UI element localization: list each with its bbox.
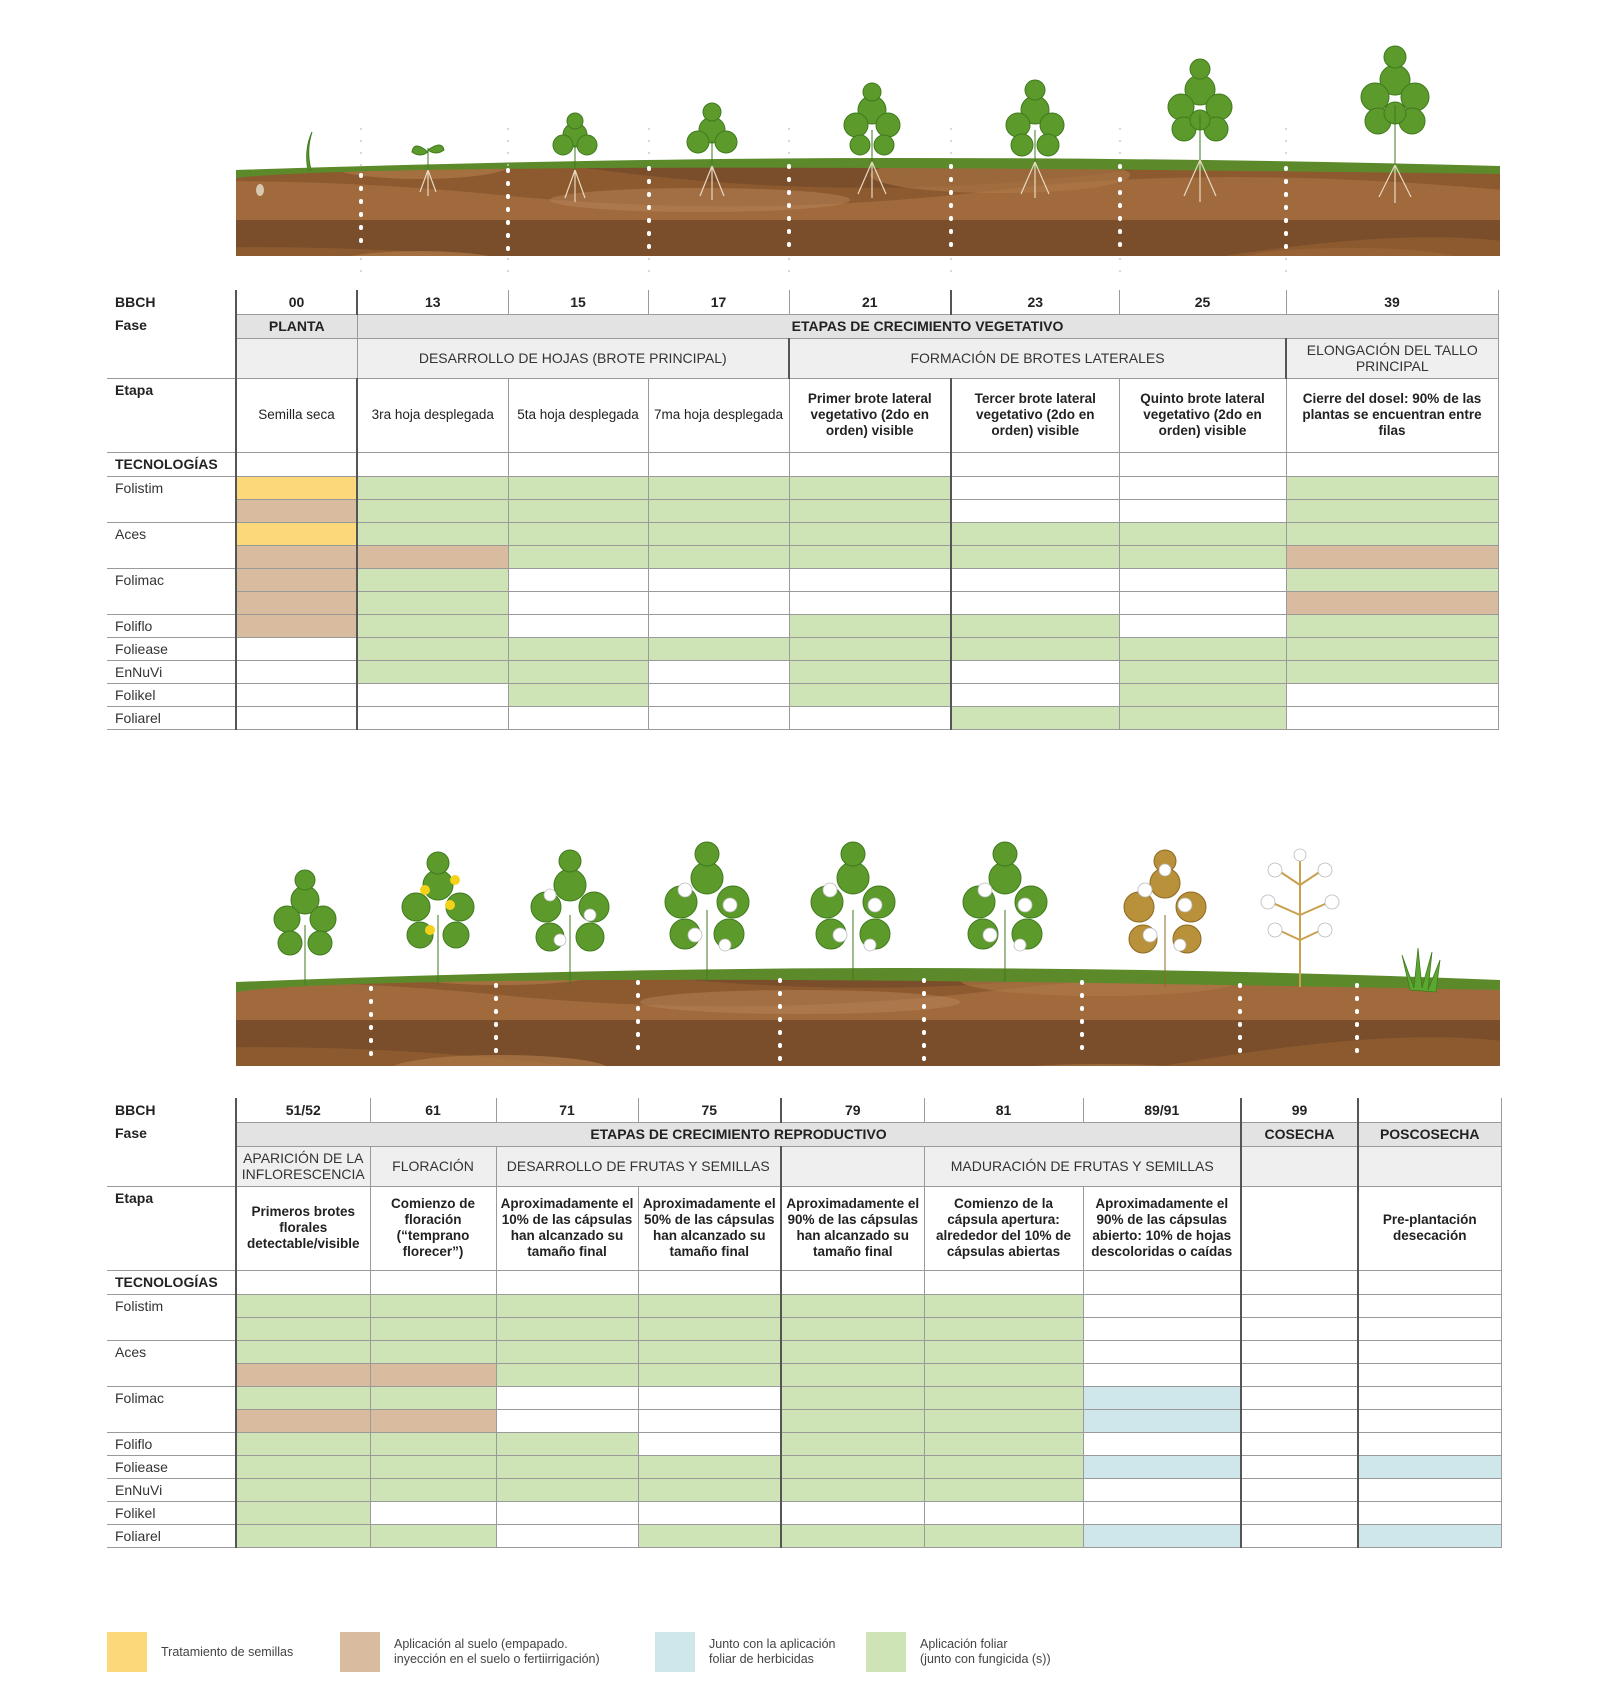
- cell-folistim-r0-c3: [648, 476, 789, 499]
- cell2-ennuvi-r0-c0: [236, 1478, 370, 1501]
- tech2-label-foliflo: Foliflo: [107, 1432, 236, 1455]
- cell2-folimac-r0-c8: [1358, 1386, 1501, 1409]
- cell-aces-r1-c0: [236, 545, 357, 568]
- cell2-folikel-r0-c8: [1358, 1501, 1501, 1524]
- cell2-foliarel-r0-c0: [236, 1524, 370, 1547]
- cell2-folimac-r1-c8: [1358, 1409, 1501, 1432]
- cell2-folimac-r0-c6: [1083, 1386, 1241, 1409]
- reproductive-stages-table: [107, 1098, 1502, 1548]
- bbch2-value-7: 99: [1241, 1098, 1358, 1122]
- tech-header-empty-0: [236, 452, 357, 476]
- cell2-aces-r1-c0: [236, 1363, 370, 1386]
- cell-foliflo-r0-c4: [789, 614, 951, 637]
- cell-foliease-r0-c2: [508, 637, 648, 660]
- cell-folistim-r0-c7: [1286, 476, 1498, 499]
- cell2-folimac-r1-c1: [370, 1409, 496, 1432]
- cell-foliflo-r0-c5: [951, 614, 1119, 637]
- cell-folimac-r1-c1: [357, 591, 508, 614]
- cell-aces-r1-c5: [951, 545, 1119, 568]
- cell-folistim-r1-c4: [789, 499, 951, 522]
- cell2-folistim-r0-c7: [1241, 1294, 1358, 1317]
- subfase-empty: [236, 338, 357, 378]
- cell2-foliarel-r0-c1: [370, 1524, 496, 1547]
- bbch2-value-3: 75: [638, 1098, 781, 1122]
- cell-folikel-r0-c3: [648, 683, 789, 706]
- etapa2-5: Comienzo de la cápsula apertura: alrededor del 10% de cápsulas abiertas: [924, 1186, 1083, 1270]
- tech2-label-folimac: Folimac: [107, 1386, 236, 1432]
- cell-foliease-r0-c0: [236, 637, 357, 660]
- subfase-desarrollo-frutas-cont: [781, 1146, 924, 1186]
- cell-folistim-r0-c2: [508, 476, 648, 499]
- tech2-header-empty-3: [638, 1270, 781, 1294]
- tech2-header-empty-2: [496, 1270, 638, 1294]
- tech-label-foliflo: Foliflo: [107, 614, 236, 637]
- bbch2-value-5: 81: [924, 1098, 1083, 1122]
- cell-foliease-r0-c3: [648, 637, 789, 660]
- legend-soil-application: [340, 1632, 600, 1672]
- tech-header-empty-3: [648, 452, 789, 476]
- cell2-foliarel-r0-c3: [638, 1524, 781, 1547]
- cell-foliflo-r0-c7: [1286, 614, 1498, 637]
- cell2-folistim-r1-c5: [924, 1317, 1083, 1340]
- cell2-aces-r1-c1: [370, 1363, 496, 1386]
- legend-swatch-soil: [340, 1632, 380, 1672]
- cell2-foliease-r0-c3: [638, 1455, 781, 1478]
- cell2-folistim-r1-c6: [1083, 1317, 1241, 1340]
- cell2-folimac-r0-c1: [370, 1386, 496, 1409]
- cell2-aces-r1-c2: [496, 1363, 638, 1386]
- cell2-folimac-r0-c4: [781, 1386, 924, 1409]
- cell2-ennuvi-r0-c3: [638, 1478, 781, 1501]
- cell2-foliarel-r0-c6: [1083, 1524, 1241, 1547]
- cell2-folikel-r0-c7: [1241, 1501, 1358, 1524]
- cell-aces-r0-c1: [357, 522, 508, 545]
- subfase-cosecha-empty: [1241, 1146, 1358, 1186]
- cell2-aces-r0-c8: [1358, 1340, 1501, 1363]
- cell-folimac-r1-c7: [1286, 591, 1498, 614]
- cell2-ennuvi-r0-c4: [781, 1478, 924, 1501]
- legend-foliar: [866, 1632, 1051, 1672]
- etapa-5: Tercer brote lateral vegetativo (2do en orden) visible: [951, 378, 1119, 452]
- cell-foliarel-r0-c0: [236, 706, 357, 729]
- cell-folistim-r1-c1: [357, 499, 508, 522]
- etapa2-4: Aproximadamente el 90% de las cápsulas han alcanzado su tamaño final: [781, 1186, 924, 1270]
- bbch-value-7: 39: [1286, 290, 1498, 314]
- cell-folimac-r1-c3: [648, 591, 789, 614]
- cell2-folimac-r1-c6: [1083, 1409, 1241, 1432]
- cell2-folistim-r1-c0: [236, 1317, 370, 1340]
- etapa2-2: Aproximadamente el 10% de las cápsulas han alcanzado su tamaño final: [496, 1186, 638, 1270]
- cell-foliflo-r0-c1: [357, 614, 508, 637]
- cell2-aces-r0-c3: [638, 1340, 781, 1363]
- cell2-folikel-r0-c3: [638, 1501, 781, 1524]
- bbch2-value-6: 89/91: [1083, 1098, 1241, 1122]
- cell-folimac-r1-c5: [951, 591, 1119, 614]
- bbch-value-6: 25: [1119, 290, 1286, 314]
- legend-label-seed: Tratamiento de semillas: [161, 1644, 294, 1659]
- cell2-aces-r1-c5: [924, 1363, 1083, 1386]
- cell-aces-r0-c3: [648, 522, 789, 545]
- cell2-folistim-r1-c8: [1358, 1317, 1501, 1340]
- cell2-folistim-r0-c5: [924, 1294, 1083, 1317]
- cell-folistim-r1-c5: [951, 499, 1119, 522]
- cell2-aces-r0-c0: [236, 1340, 370, 1363]
- legend-swatch-foliar: [866, 1632, 906, 1672]
- legend-swatch-seed: [107, 1632, 147, 1672]
- legend-label-foliar: Aplicación foliar (junto con fungicida (s)): [920, 1637, 1051, 1666]
- fase-poscosecha: POSCOSECHA: [1358, 1122, 1501, 1146]
- etapa2-1: Comienzo de floración (“temprano florecer”): [370, 1186, 496, 1270]
- cell-foliarel-r0-c4: [789, 706, 951, 729]
- cell2-ennuvi-r0-c5: [924, 1478, 1083, 1501]
- bbch2-value-4: 79: [781, 1098, 924, 1122]
- tech-label-ennuvi: EnNuVi: [107, 660, 236, 683]
- cell2-ennuvi-r0-c2: [496, 1478, 638, 1501]
- fase-planta: PLANTA: [236, 314, 357, 338]
- cell2-aces-r1-c3: [638, 1363, 781, 1386]
- subfase-brotes-laterales: FORMACIÓN DE BROTES LATERALES: [789, 338, 1286, 378]
- cell2-foliflo-r0-c0: [236, 1432, 370, 1455]
- cell-folikel-r0-c5: [951, 683, 1119, 706]
- cell-folimac-r0-c4: [789, 568, 951, 591]
- cell2-aces-r0-c1: [370, 1340, 496, 1363]
- vegetative-stages-illustration: [0, 20, 1600, 280]
- cell2-folistim-r1-c4: [781, 1317, 924, 1340]
- cell-ennuvi-r0-c0: [236, 660, 357, 683]
- bbch-value-4: 21: [789, 290, 951, 314]
- cell-foliease-r0-c6: [1119, 637, 1286, 660]
- cell-aces-r1-c6: [1119, 545, 1286, 568]
- legend-label-soil: Aplicación al suelo (empapado. inyección en el suelo o fertiirrigación): [394, 1637, 600, 1666]
- cell2-folistim-r1-c3: [638, 1317, 781, 1340]
- cell-folimac-r0-c0: [236, 568, 357, 591]
- cell2-folimac-r0-c7: [1241, 1386, 1358, 1409]
- cell-folimac-r0-c2: [508, 568, 648, 591]
- etapa-7: Cierre del dosel: 90% de las plantas se encuentran entre filas: [1286, 378, 1498, 452]
- legend-herbicide: [655, 1632, 835, 1672]
- cell2-foliease-r0-c2: [496, 1455, 638, 1478]
- cell2-aces-r0-c2: [496, 1340, 638, 1363]
- etapa-label: Etapa: [107, 378, 236, 452]
- tech2-label-folikel: Folikel: [107, 1501, 236, 1524]
- cell2-folikel-r0-c6: [1083, 1501, 1241, 1524]
- cell-folikel-r0-c7: [1286, 683, 1498, 706]
- cell2-foliease-r0-c1: [370, 1455, 496, 1478]
- legend-label-herbicide: Junto con la aplicación foliar de herbicidas: [709, 1637, 836, 1666]
- cell2-aces-r1-c4: [781, 1363, 924, 1386]
- fase-cosecha: COSECHA: [1241, 1122, 1358, 1146]
- cell-foliarel-r0-c3: [648, 706, 789, 729]
- bbch2-value-2: 71: [496, 1098, 638, 1122]
- cell2-folimac-r1-c7: [1241, 1409, 1358, 1432]
- bbch2-value-0: 51/52: [236, 1098, 370, 1122]
- cell2-folistim-r0-c4: [781, 1294, 924, 1317]
- cell-aces-r0-c0: [236, 522, 357, 545]
- cell-folikel-r0-c6: [1119, 683, 1286, 706]
- bbch2-label: BBCH: [115, 1102, 156, 1118]
- cell-aces-r1-c1: [357, 545, 508, 568]
- cell2-foliease-r0-c8: [1358, 1455, 1501, 1478]
- cell-aces-r0-c2: [508, 522, 648, 545]
- tech2-label-aces: Aces: [107, 1340, 236, 1386]
- technologies-label: TECNOLOGÍAS: [107, 452, 236, 476]
- bbch-value-3: 17: [648, 290, 789, 314]
- cell-aces-r1-c3: [648, 545, 789, 568]
- bbch-value-1: 13: [357, 290, 508, 314]
- tech2-header-empty-5: [924, 1270, 1083, 1294]
- tech-label-folikel: Folikel: [107, 683, 236, 706]
- tech-label-folistim: Folistim: [107, 476, 236, 522]
- cell2-folimac-r1-c0: [236, 1409, 370, 1432]
- cell-foliarel-r0-c5: [951, 706, 1119, 729]
- cell2-aces-r0-c7: [1241, 1340, 1358, 1363]
- cell-ennuvi-r0-c2: [508, 660, 648, 683]
- cell-folimac-r0-c7: [1286, 568, 1498, 591]
- subfase-desarrollo-hojas: DESARROLLO DE HOJAS (BROTE PRINCIPAL): [357, 338, 789, 378]
- cell2-foliflo-r0-c6: [1083, 1432, 1241, 1455]
- legend-swatch-herbicide: [655, 1632, 695, 1672]
- tech-header-empty-5: [951, 452, 1119, 476]
- cell2-folistim-r1-c1: [370, 1317, 496, 1340]
- etapa-2: 5ta hoja desplegada: [508, 378, 648, 452]
- tech-header-empty-1: [357, 452, 508, 476]
- cell-aces-r1-c7: [1286, 545, 1498, 568]
- cell-folistim-r1-c2: [508, 499, 648, 522]
- cell-aces-r0-c7: [1286, 522, 1498, 545]
- cell-folistim-r0-c0: [236, 476, 357, 499]
- cell-folistim-r0-c6: [1119, 476, 1286, 499]
- fase-label: Fase: [107, 314, 236, 378]
- cell2-folikel-r0-c4: [781, 1501, 924, 1524]
- cell-ennuvi-r0-c6: [1119, 660, 1286, 683]
- cell-folimac-r0-c3: [648, 568, 789, 591]
- cell2-folimac-r0-c5: [924, 1386, 1083, 1409]
- etapa2-label: Etapa: [107, 1186, 236, 1270]
- bbch2-value-8: [1358, 1098, 1501, 1122]
- tech-label-foliease: Foliease: [107, 637, 236, 660]
- etapa2-3: Aproximadamente el 50% de las cápsulas han alcanzado su tamaño final: [638, 1186, 781, 1270]
- cell2-folimac-r0-c3: [638, 1386, 781, 1409]
- cell2-ennuvi-r0-c1: [370, 1478, 496, 1501]
- subfase-maduracion: MADURACIÓN DE FRUTAS Y SEMILLAS: [924, 1146, 1241, 1186]
- cell2-foliflo-r0-c7: [1241, 1432, 1358, 1455]
- cell-folistim-r1-c7: [1286, 499, 1498, 522]
- cell-foliflo-r0-c6: [1119, 614, 1286, 637]
- tech2-label-ennuvi: EnNuVi: [107, 1478, 236, 1501]
- cell-aces-r0-c5: [951, 522, 1119, 545]
- vegetative-stages-table: [107, 290, 1499, 730]
- cell-foliarel-r0-c2: [508, 706, 648, 729]
- cell-folimac-r1-c6: [1119, 591, 1286, 614]
- cell-ennuvi-r0-c1: [357, 660, 508, 683]
- cell2-foliease-r0-c0: [236, 1455, 370, 1478]
- cell2-folistim-r0-c1: [370, 1294, 496, 1317]
- etapa2-7: [1241, 1186, 1358, 1270]
- cell2-aces-r0-c4: [781, 1340, 924, 1363]
- cell-folistim-r1-c6: [1119, 499, 1286, 522]
- cell-foliease-r0-c5: [951, 637, 1119, 660]
- cell2-foliflo-r0-c3: [638, 1432, 781, 1455]
- cell2-foliflo-r0-c1: [370, 1432, 496, 1455]
- cell-ennuvi-r0-c4: [789, 660, 951, 683]
- cell2-folikel-r0-c2: [496, 1501, 638, 1524]
- fase-vegetativo: ETAPAS DE CRECIMIENTO VEGETATIVO: [357, 314, 1498, 338]
- bbch-label: BBCH: [115, 294, 156, 310]
- cell2-folistim-r0-c6: [1083, 1294, 1241, 1317]
- cell-aces-r1-c2: [508, 545, 648, 568]
- cell2-folimac-r0-c0: [236, 1386, 370, 1409]
- cell2-foliflo-r0-c4: [781, 1432, 924, 1455]
- cell-folistim-r0-c4: [789, 476, 951, 499]
- cell-foliflo-r0-c3: [648, 614, 789, 637]
- subfase-floracion: FLORACIÓN: [370, 1146, 496, 1186]
- etapa2-8: Pre-plantación desecación: [1358, 1186, 1501, 1270]
- cell2-foliflo-r0-c8: [1358, 1432, 1501, 1455]
- tech-header-empty-2: [508, 452, 648, 476]
- cell2-ennuvi-r0-c7: [1241, 1478, 1358, 1501]
- cell-foliarel-r0-c7: [1286, 706, 1498, 729]
- legend-seed-treatment: [107, 1632, 293, 1672]
- cell2-folikel-r0-c0: [236, 1501, 370, 1524]
- cell2-folikel-r0-c1: [370, 1501, 496, 1524]
- reproductive-stages-illustration: [0, 820, 1600, 1080]
- cell-folistim-r1-c3: [648, 499, 789, 522]
- cell-foliarel-r0-c6: [1119, 706, 1286, 729]
- fase2-label: Fase: [107, 1122, 236, 1186]
- cell-foliarel-r0-c1: [357, 706, 508, 729]
- tech-header-empty-7: [1286, 452, 1498, 476]
- subfase-inflorescencia: APARICIÓN DE LA INFLORESCENCIA: [236, 1146, 370, 1186]
- subfase-desarrollo-frutas: DESARROLLO DE FRUTAS Y SEMILLAS: [496, 1146, 781, 1186]
- tech2-header-empty-8: [1358, 1270, 1501, 1294]
- tech2-header-empty-0: [236, 1270, 370, 1294]
- tech2-label-foliarel: Foliarel: [107, 1524, 236, 1547]
- cell-foliflo-r0-c0: [236, 614, 357, 637]
- cell2-foliflo-r0-c5: [924, 1432, 1083, 1455]
- cell2-folistim-r0-c0: [236, 1294, 370, 1317]
- tech2-label-foliease: Foliease: [107, 1455, 236, 1478]
- cell2-folistim-r0-c2: [496, 1294, 638, 1317]
- cell2-foliarel-r0-c7: [1241, 1524, 1358, 1547]
- cell2-foliarel-r0-c5: [924, 1524, 1083, 1547]
- cell-folimac-r0-c6: [1119, 568, 1286, 591]
- etapa-1: 3ra hoja desplegada: [357, 378, 508, 452]
- cell2-folimac-r1-c2: [496, 1409, 638, 1432]
- cell2-folistim-r0-c3: [638, 1294, 781, 1317]
- cell2-ennuvi-r0-c8: [1358, 1478, 1501, 1501]
- tech-label-foliarel: Foliarel: [107, 706, 236, 729]
- etapa-3: 7ma hoja desplegada: [648, 378, 789, 452]
- tech-header-empty-4: [789, 452, 951, 476]
- cell2-folimac-r1-c5: [924, 1409, 1083, 1432]
- cell-foliease-r0-c1: [357, 637, 508, 660]
- cell2-aces-r1-c7: [1241, 1363, 1358, 1386]
- etapa-0: Semilla seca: [236, 378, 357, 452]
- tech2-header-empty-4: [781, 1270, 924, 1294]
- etapa2-0: Primeros brotes florales detectable/visible: [236, 1186, 370, 1270]
- cell-aces-r0-c4: [789, 522, 951, 545]
- cell2-foliease-r0-c5: [924, 1455, 1083, 1478]
- cell-folistim-r1-c0: [236, 499, 357, 522]
- cell2-ennuvi-r0-c6: [1083, 1478, 1241, 1501]
- etapa-4: Primer brote lateral vegetativo (2do en orden) visible: [789, 378, 951, 452]
- cell-folimac-r1-c2: [508, 591, 648, 614]
- etapa-6: Quinto brote lateral vegetativo (2do en orden) visible: [1119, 378, 1286, 452]
- cell-folikel-r0-c4: [789, 683, 951, 706]
- tech-label-folimac: Folimac: [107, 568, 236, 614]
- cell2-folikel-r0-c5: [924, 1501, 1083, 1524]
- cell2-foliarel-r0-c4: [781, 1524, 924, 1547]
- cell2-foliarel-r0-c8: [1358, 1524, 1501, 1547]
- cell-folikel-r0-c1: [357, 683, 508, 706]
- tech2-label-folistim: Folistim: [107, 1294, 236, 1340]
- cell2-folistim-r1-c2: [496, 1317, 638, 1340]
- tech2-header-empty-6: [1083, 1270, 1241, 1294]
- bbch-value-5: 23: [951, 290, 1119, 314]
- cell-folikel-r0-c2: [508, 683, 648, 706]
- bbch-value-2: 15: [508, 290, 648, 314]
- cell2-foliease-r0-c7: [1241, 1455, 1358, 1478]
- subfase-elongacion: ELONGACIÓN DEL TALLO PRINCIPAL: [1286, 338, 1498, 378]
- cell-folikel-r0-c0: [236, 683, 357, 706]
- cell-folimac-r0-c1: [357, 568, 508, 591]
- cell2-foliease-r0-c6: [1083, 1455, 1241, 1478]
- cell-folistim-r0-c1: [357, 476, 508, 499]
- cell-foliease-r0-c7: [1286, 637, 1498, 660]
- cell-folimac-r0-c5: [951, 568, 1119, 591]
- cell2-foliarel-r0-c2: [496, 1524, 638, 1547]
- cell-ennuvi-r0-c7: [1286, 660, 1498, 683]
- tech-header-empty-6: [1119, 452, 1286, 476]
- cell2-folimac-r1-c3: [638, 1409, 781, 1432]
- cell-foliflo-r0-c2: [508, 614, 648, 637]
- cell2-aces-r0-c5: [924, 1340, 1083, 1363]
- subfase-poscosecha-empty: [1358, 1146, 1501, 1186]
- cell-folistim-r0-c5: [951, 476, 1119, 499]
- cell-folimac-r1-c4: [789, 591, 951, 614]
- fase-reproductivo: ETAPAS DE CRECIMIENTO REPRODUCTIVO: [236, 1122, 1241, 1146]
- cell2-aces-r0-c6: [1083, 1340, 1241, 1363]
- cell-foliease-r0-c4: [789, 637, 951, 660]
- bbch2-value-1: 61: [370, 1098, 496, 1122]
- cell-aces-r0-c6: [1119, 522, 1286, 545]
- cell-folimac-r1-c0: [236, 591, 357, 614]
- tech2-header-empty-1: [370, 1270, 496, 1294]
- cell2-folimac-r1-c4: [781, 1409, 924, 1432]
- etapa2-6: Aproximadamente el 90% de las cápsulas abierto: 10% de hojas descoloridas o caídas: [1083, 1186, 1241, 1270]
- cell-ennuvi-r0-c5: [951, 660, 1119, 683]
- cell2-aces-r1-c8: [1358, 1363, 1501, 1386]
- cell2-aces-r1-c6: [1083, 1363, 1241, 1386]
- cell2-folimac-r0-c2: [496, 1386, 638, 1409]
- cell-aces-r1-c4: [789, 545, 951, 568]
- tech2-header-empty-7: [1241, 1270, 1358, 1294]
- cell2-foliflo-r0-c2: [496, 1432, 638, 1455]
- bbch-value-0: 00: [236, 290, 357, 314]
- cell2-folistim-r1-c7: [1241, 1317, 1358, 1340]
- technologies2-label: TECNOLOGÍAS: [107, 1270, 236, 1294]
- cell-ennuvi-r0-c3: [648, 660, 789, 683]
- cell2-foliease-r0-c4: [781, 1455, 924, 1478]
- cell2-folistim-r0-c8: [1358, 1294, 1501, 1317]
- tech-label-aces: Aces: [107, 522, 236, 568]
